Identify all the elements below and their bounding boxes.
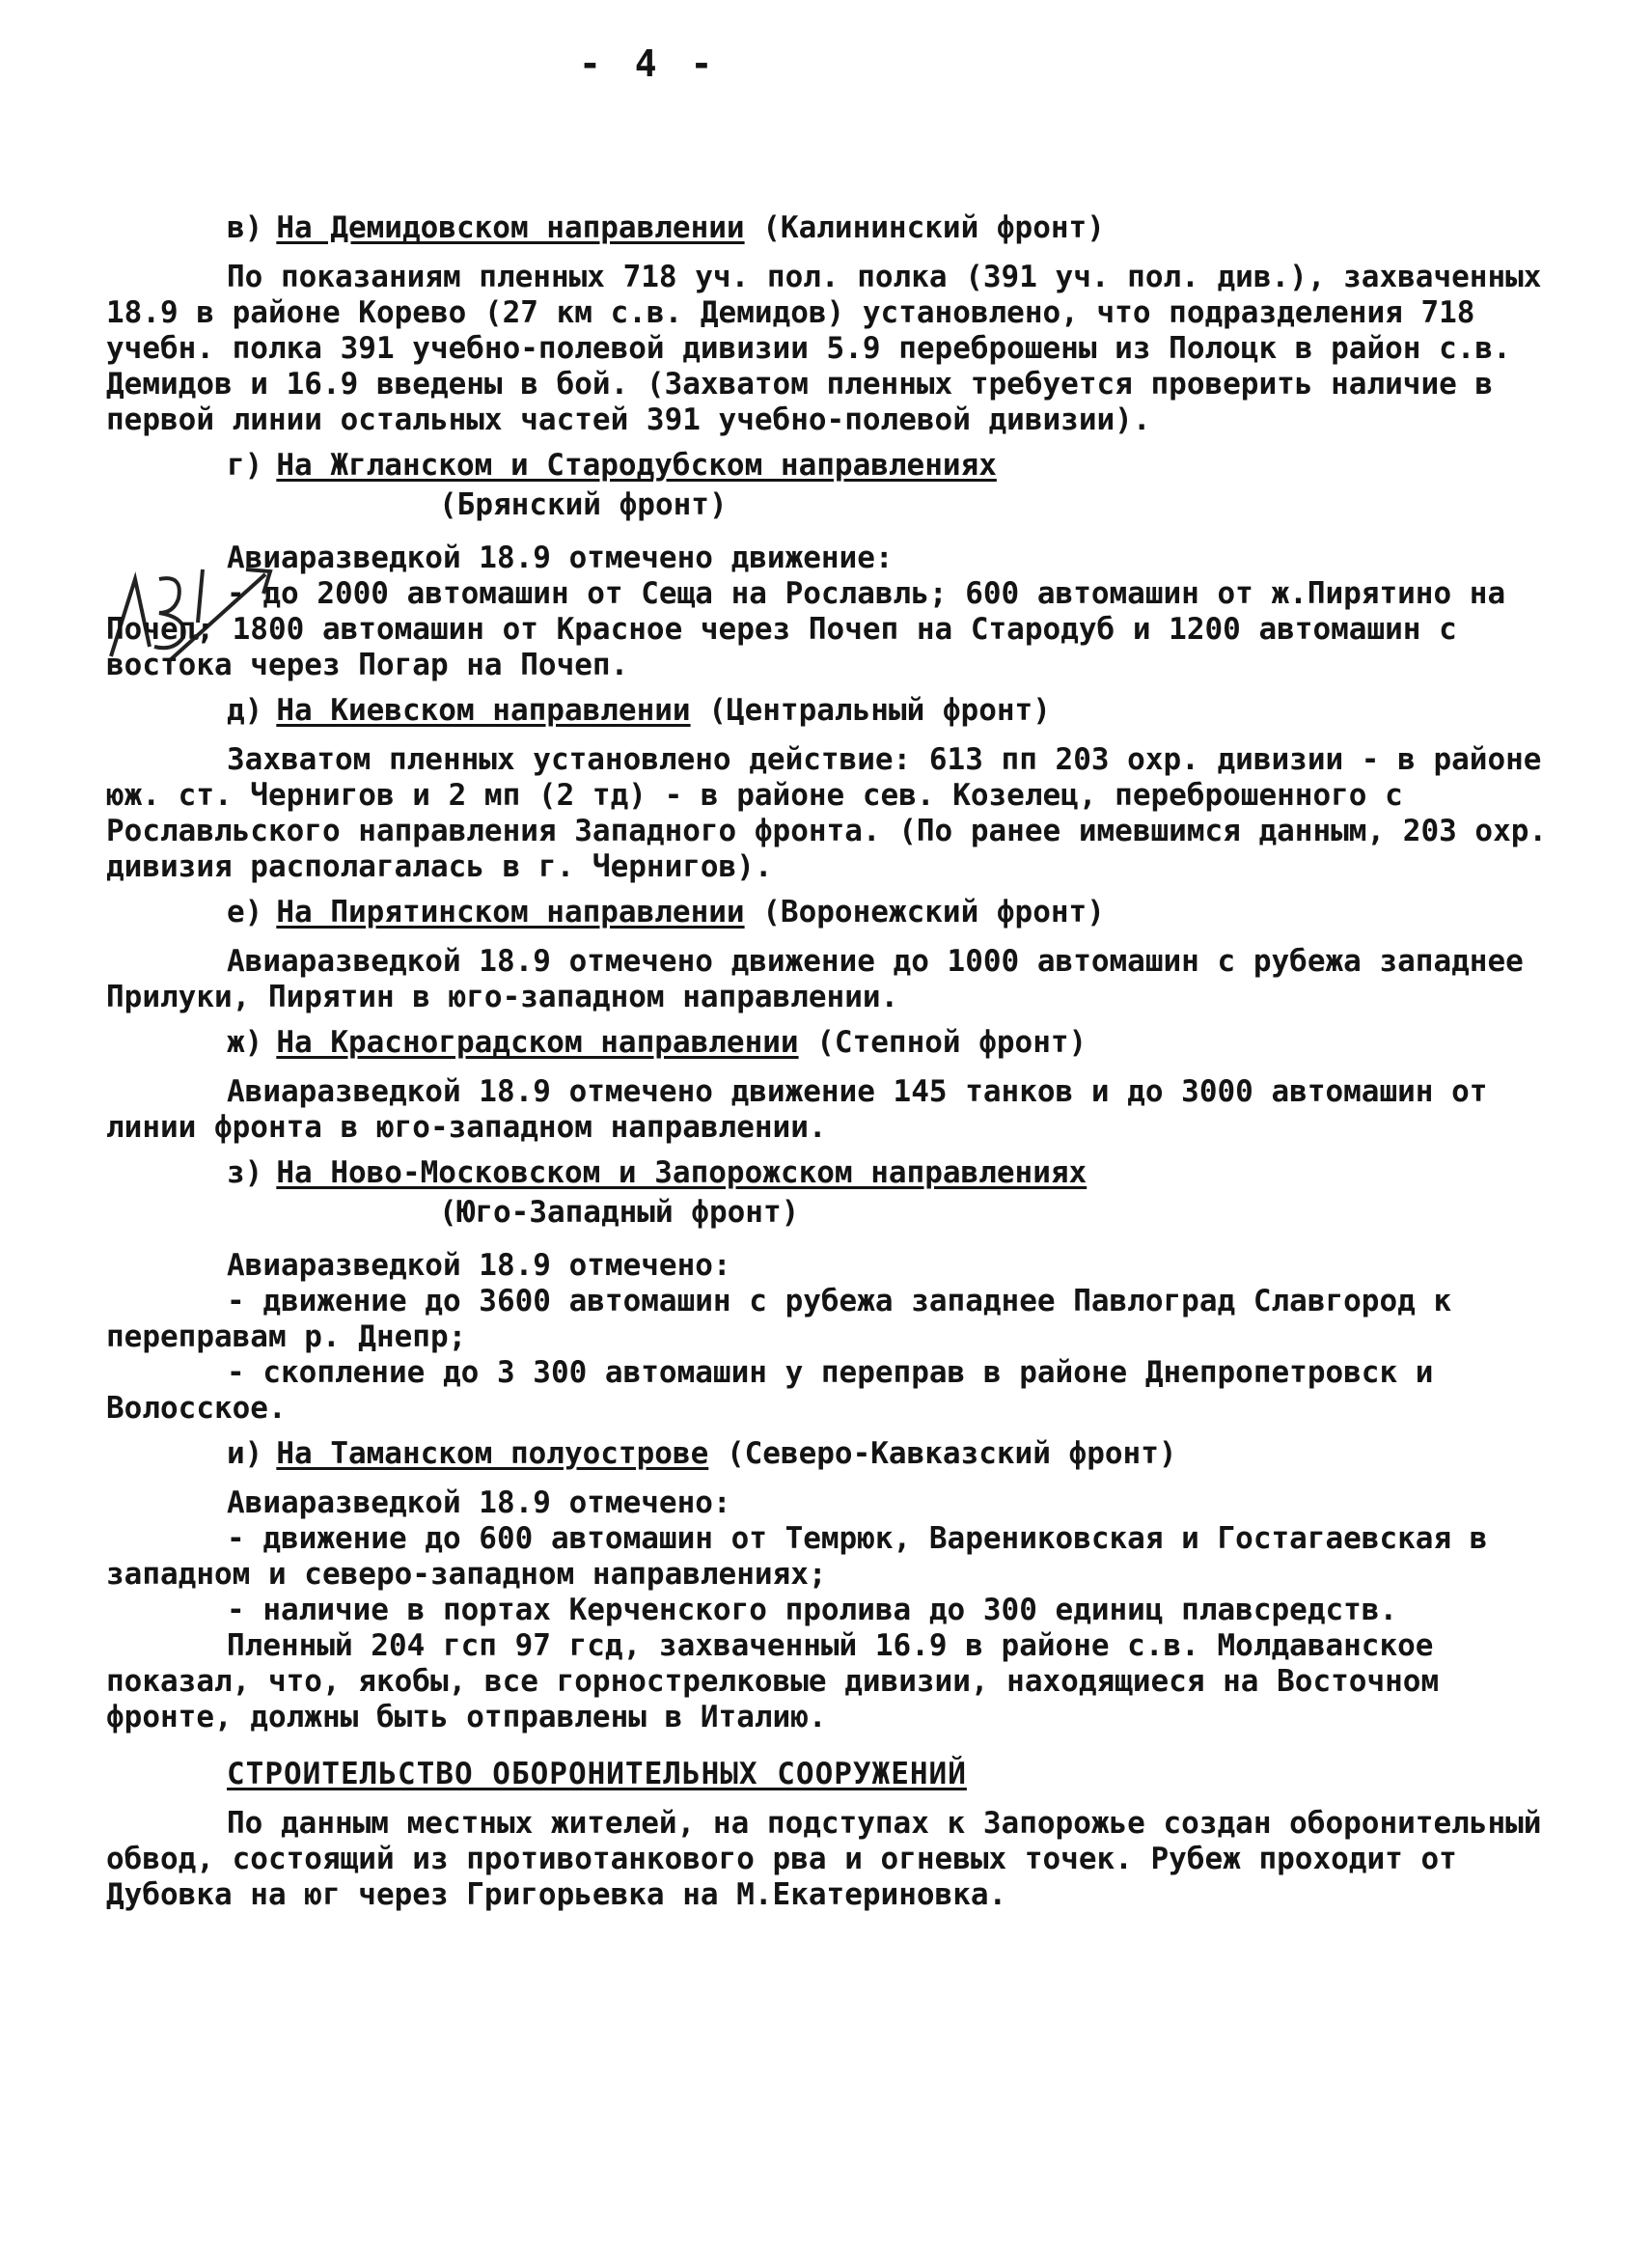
document-body [106,210,1565,1923]
section-front: (Калининский фронт) [762,210,1105,245]
section-paragraph: - наличие в портах Керченского пролива до 300 единиц плавсредств. [227,1593,1398,1627]
section-paragraph: Авиаразведкой 18.9 отмечено: [227,1485,731,1520]
defense-title: СТРОИТЕЛЬСТВО ОБОРОНИТЕЛЬНЫХ СООРУЖЕНИЙ [227,1757,967,1791]
section-marker: в) [227,210,263,245]
section-paragraph: - скопление до 3 300 автомашин у переправ в районе Днепропетровск и Волосское. [106,1355,1452,1426]
section-paragraph: - движение до 3600 автомашин с рубежа западнее Павлоград Славгород к переправам р. Днепр; [106,1284,1470,1354]
section-title: На Демидовском направлении [276,210,745,245]
section-heading [106,1025,1554,1061]
section-novomoskovsk [106,1155,1554,1427]
section-title: На Таманском полуострове [276,1436,709,1471]
section-heading [106,448,1554,484]
section-heading [106,1155,1554,1191]
section-piryatin [106,895,1554,1015]
section-demidov [106,210,1560,438]
section-front: (Северо-Кавказский фронт) [726,1436,1177,1471]
section-marker: е) [227,895,263,929]
section-marker: д) [227,693,263,728]
section-front: (Юго-Западный фронт) [439,1195,800,1230]
section-heading [106,895,1554,930]
section-marker: з) [227,1155,263,1190]
section-paragraph: - движение до 600 автомашин от Темрюк, Варениковская и Гостагаевская в западном и северо-западном направлениях; [106,1521,1506,1592]
page-number: - 4 - [579,42,719,85]
section-heading [106,210,1554,246]
section-paragraph: Авиаразведкой 18.9 отмечено движение до 1000 автомашин с рубежа западнее Прилуки, Пирятин в юго-западном направлении. [106,944,1542,1014]
section-title: На Красноградском направлении [276,1025,799,1060]
section-title: На Киевском направлении [276,693,691,728]
section-heading [106,693,1554,729]
section-front: (Степной фронт) [816,1025,1088,1060]
section-paragraph: По показаниям пленных 718 уч. пол. полка (391 уч. пол. див.), захваченных 18.9 в районе Корево (27 км с.в. Демидов) установлено, что подразделения 718 учебн. полка 391 учебно-полевой дивизии 5.9 переброшены из Полоцк в район с.в. Демидов и 16.9 введены в бой. (Захватом пленных требуется проверить наличие в первой линии остальных частей 391 учебно-полевой дивизии). [106,260,1560,437]
section-defense [106,1757,1560,1913]
section-taman [106,1436,1554,1735]
section-marker: г) [227,448,263,483]
section-front: (Брянский фронт) [439,487,728,522]
section-title: На Жгланском и Стародубском направлениях [276,448,997,483]
section-paragraph: - до 2000 автомашин от Сеща на Рославль; 600 автомашин от ж.Пирятино на Почеп; 1800 автомашин от Красное через Почеп на Стародуб и 1200 автомашин с востока через Погар на Почеп. [106,576,1524,682]
section-kiev [106,693,1565,885]
section-paragraph: Захватом пленных установлено действие: 613 пп 203 охр. дивизии - в районе юж. ст. Чернигов и 2 мп (2 тд) - в районе сев. Козелец, переброшенного с Рославльского направления Западного фронта. (По ранее имевшимся данным, 203 охр. дивизия располагалась в г. Чернигов). [106,742,1565,884]
section-heading [106,1436,1554,1472]
section-paragraph: Авиаразведкой 18.9 отмечено движение: [227,541,894,575]
section-paragraph: Авиаразведкой 18.9 отмечено: [227,1248,731,1283]
section-krasnograd [106,1025,1554,1146]
section-marker: ж) [227,1025,263,1060]
section-title: На Ново-Московском и Запорожском направлениях [276,1155,1088,1190]
section-title: На Пирятинском направлении [276,895,745,929]
section-bryansk [106,448,1554,683]
section-paragraph: Авиаразведкой 18.9 отмечено движение 145 танков и до 3000 автомашин от линии фронта в юго-западном направлении. [106,1074,1506,1145]
defense-paragraph: По данным местных жителей, на подступах к Запорожье создан оборонительный обвод, состоящий из противотанкового рва и огневых точек. Рубеж проходит от Дубовка на юг через Григорьевка на М.Екатериновка. [106,1806,1560,1912]
section-marker: и) [227,1436,263,1471]
section-front: (Центральный фронт) [708,693,1051,728]
section-front: (Воронежский фронт) [762,895,1105,929]
section-paragraph: Пленный 204 гсп 97 гсд, захваченный 16.9 в районе с.в. Молдаванское показал, что, якобы, все горнострелковые дивизии, находящиеся на Восточном фронте, должны быть отправлены в Италию. [106,1628,1457,1734]
